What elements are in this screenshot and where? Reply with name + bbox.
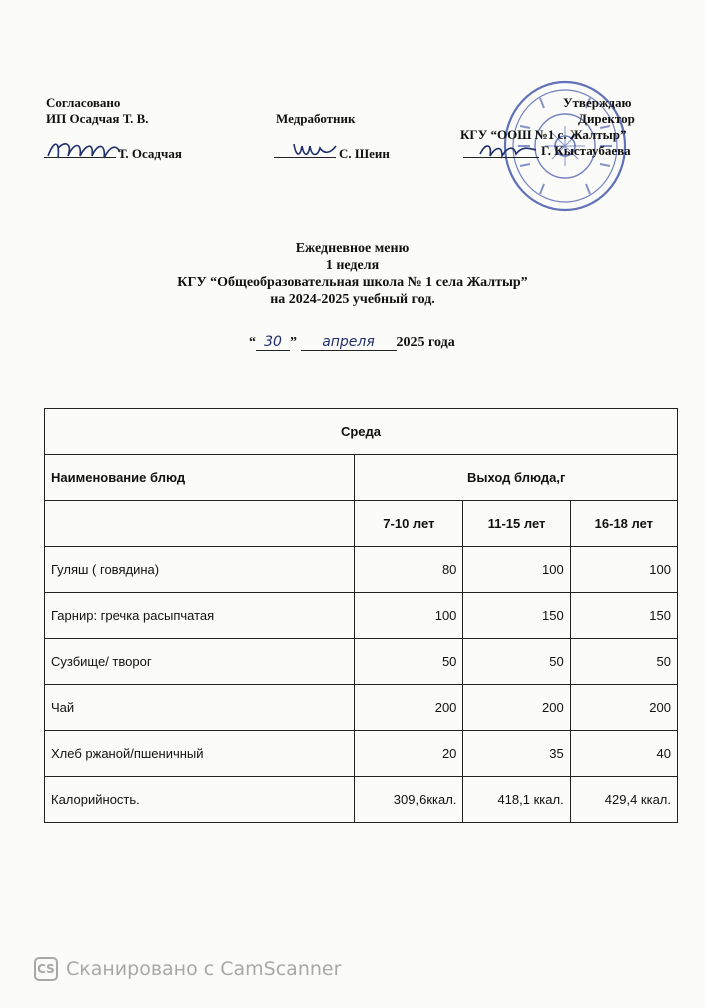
dish-value: 200	[463, 685, 570, 731]
dish-value: 200	[355, 685, 463, 731]
approval-left-org: ИП Осадчая Т. В.	[46, 111, 149, 126]
school-year: на 2024-2025 учебный год.	[270, 292, 435, 307]
signature-scribble-right	[476, 138, 542, 162]
dish-name: Гуляш ( говядина)	[45, 547, 355, 593]
day-cell: Среда	[45, 409, 678, 455]
dish-value: 35	[463, 731, 570, 777]
dish-value: 20	[355, 731, 463, 777]
table-row	[45, 685, 678, 731]
table-row-calories	[45, 777, 678, 823]
calorie-value: 418,1 ккал.	[463, 777, 570, 823]
dish-name: Сузбище/ творог	[45, 639, 355, 685]
dish-value: 80	[355, 547, 463, 593]
approval-right-position: Директор	[578, 111, 635, 126]
camscanner-logo-icon: CS	[34, 957, 58, 981]
age-header: 11-15 лет	[463, 501, 570, 547]
table-header-row	[45, 455, 678, 501]
signature-name-right: Г. Кыстаубаева	[541, 143, 631, 158]
approval-right-org: КГУ “ООШ №1 с. Жалтыр”	[460, 127, 627, 142]
dish-value: 50	[355, 639, 463, 685]
dish-value: 100	[570, 547, 677, 593]
scanner-text: Сканировано с CamScanner	[66, 958, 342, 980]
calorie-value: 429,4 ккал.	[570, 777, 677, 823]
dish-name: Хлеб ржаной/пшеничный	[45, 731, 355, 777]
table-day-row	[45, 409, 678, 455]
age-header: 7-10 лет	[355, 501, 463, 547]
medic-label: Медработник	[276, 111, 356, 126]
dish-value: 150	[570, 593, 677, 639]
date-line	[249, 334, 455, 351]
age-blank-cell	[45, 501, 355, 547]
col-output-header: Выход блюда,г	[355, 455, 678, 501]
age-header: 16-18 лет	[570, 501, 677, 547]
date-month: апреля	[301, 334, 397, 351]
signature-scribble-left	[44, 134, 124, 164]
signature-name-left: Т. Осадчая	[118, 146, 182, 161]
table-row	[45, 593, 678, 639]
table-row	[45, 547, 678, 593]
menu-table	[44, 408, 678, 823]
dish-name: Гарнир: гречка расыпчатая	[45, 593, 355, 639]
dish-name: Чай	[45, 685, 355, 731]
dish-value: 100	[355, 593, 463, 639]
dish-value: 50	[463, 639, 570, 685]
school-name: КГУ “Общеобразовательная школа № 1 села Жалтыр”	[177, 275, 528, 290]
date-year: 2025 года	[396, 335, 455, 350]
date-open-quote: “	[249, 335, 256, 350]
signature-name-middle: С. Шеин	[339, 146, 390, 161]
date-close-quote: ”	[290, 335, 297, 350]
dish-name: Калорийность.	[45, 777, 355, 823]
dish-value: 200	[570, 685, 677, 731]
table-row	[45, 639, 678, 685]
dish-value: 100	[463, 547, 570, 593]
dish-value: 50	[570, 639, 677, 685]
col-name-header: Наименование блюд	[45, 455, 355, 501]
signature-scribble-middle	[290, 136, 340, 162]
scanner-watermark	[34, 956, 341, 982]
menu-title: Ежедневное меню	[295, 241, 410, 256]
approval-right-label: Утверждаю	[563, 95, 632, 110]
dish-value: 40	[570, 731, 677, 777]
approval-left-label: Согласовано	[46, 95, 121, 110]
week-label: 1 неделя	[325, 258, 380, 273]
calorie-value: 309,6ккал.	[355, 777, 463, 823]
table-row	[45, 731, 678, 777]
date-day: 30	[256, 334, 290, 351]
table-age-row	[45, 501, 678, 547]
dish-value: 150	[463, 593, 570, 639]
